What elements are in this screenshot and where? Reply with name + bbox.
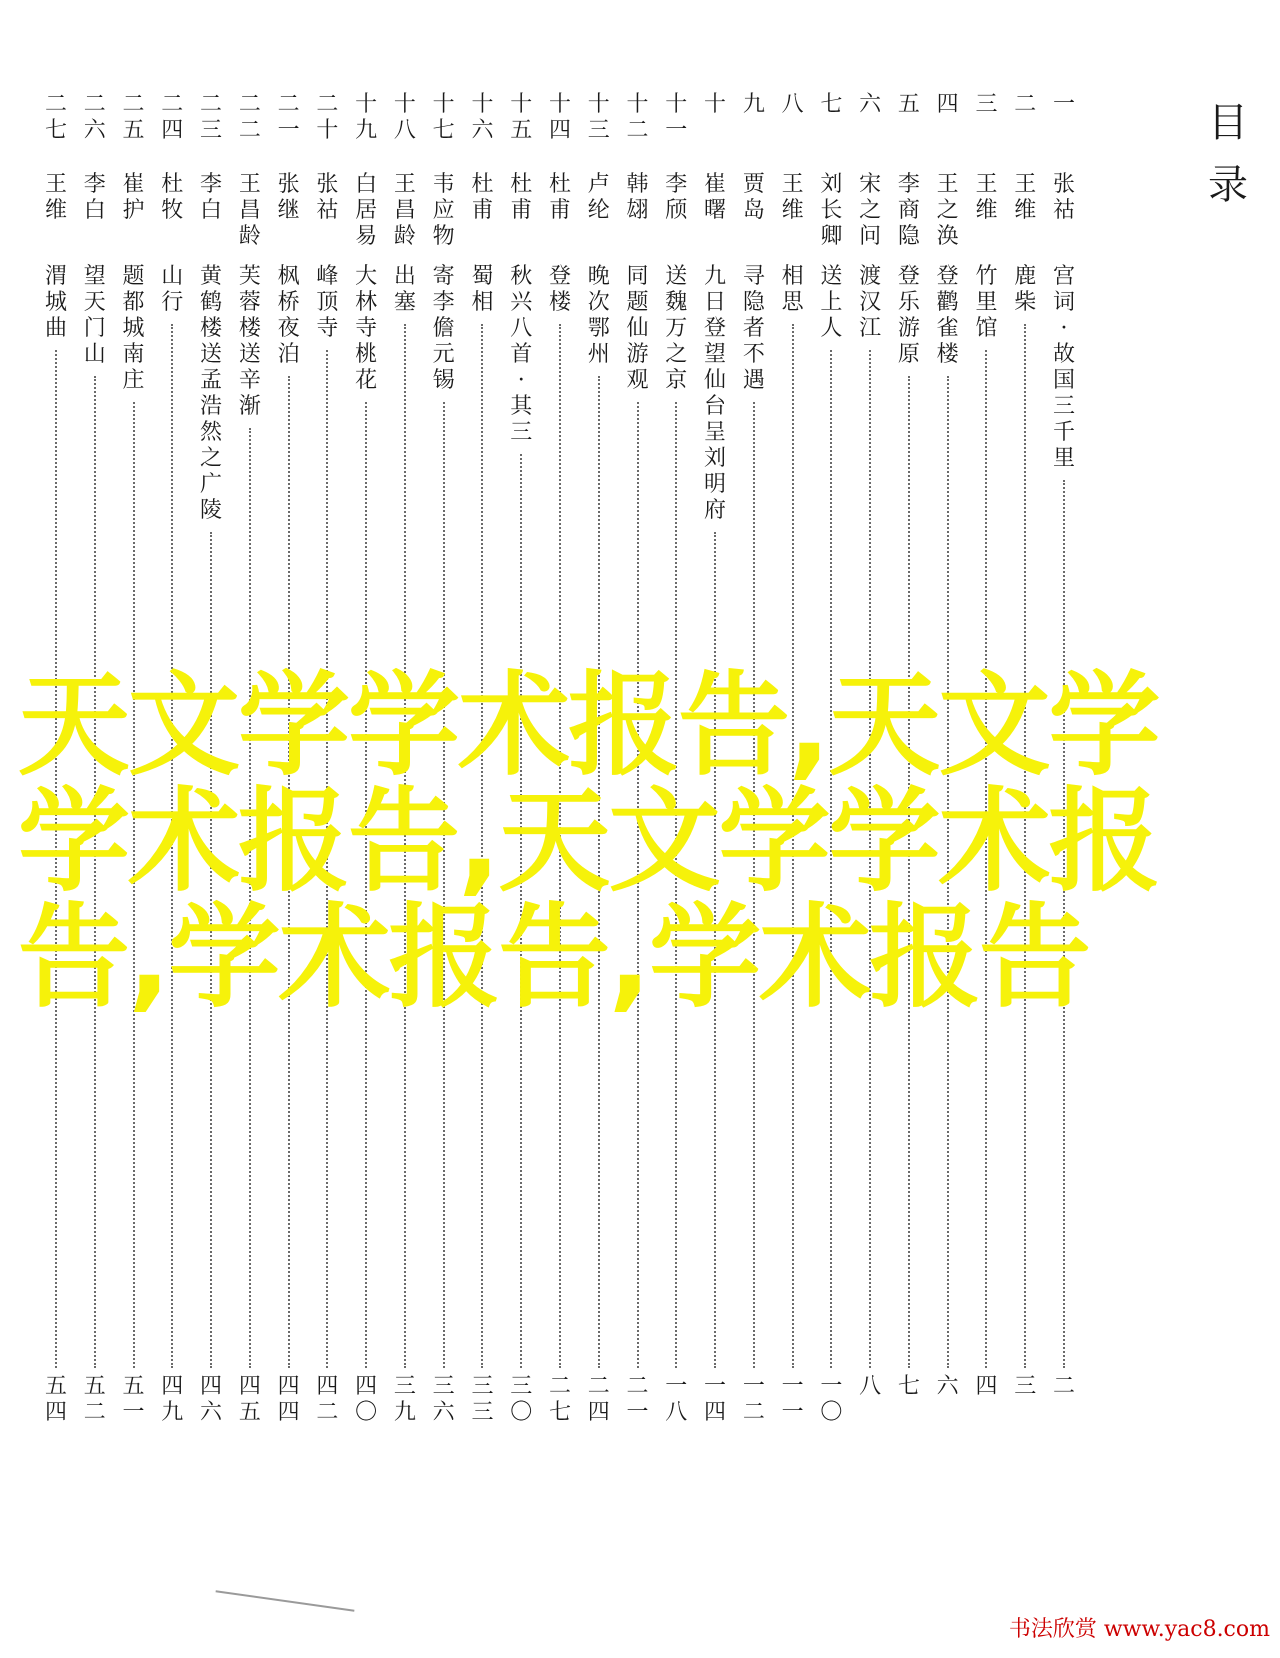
entry-page-number: 六: [936, 1374, 959, 1399]
toc-entry[interactable]: [621, 92, 655, 1425]
entry-page-number: 四 四: [277, 1374, 300, 1425]
entry-page-number: 七: [897, 1374, 920, 1399]
entry-poem: 晚 次 鄂 州: [587, 264, 610, 367]
entry-author: 王 昌 龄: [393, 172, 416, 249]
title-char: 目: [1208, 100, 1248, 146]
entry-poem: 大 林 寺 桃 花: [355, 264, 378, 393]
entry-author: 王 维: [975, 172, 998, 223]
toc-entry[interactable]: [465, 92, 499, 1425]
entry-author: 杜 甫: [548, 172, 571, 223]
entry-poem: 山 行: [161, 264, 184, 315]
entry-poem: 同 题 仙 游 观: [626, 264, 649, 393]
toc-entry[interactable]: [698, 92, 732, 1425]
toc-entry[interactable]: [582, 92, 616, 1425]
toc-entry[interactable]: [194, 92, 228, 1425]
entry-author: 刘 长 卿: [820, 172, 843, 249]
entry-page-number: 一 一: [781, 1374, 804, 1425]
toc-entry[interactable]: [388, 92, 422, 1425]
entry-poem: 登 楼: [548, 264, 571, 315]
entry-author: 张 祜: [316, 172, 339, 223]
entry-author: 李 商 隐: [897, 172, 920, 249]
entry-author: 韩 翃: [626, 172, 649, 223]
entry-author: 白 居 易: [355, 172, 378, 249]
entry-poem: 登 鹳 雀 楼: [936, 264, 959, 367]
entry-author: 韦 应 物: [432, 172, 455, 249]
entry-poem: 峰 顶 寺: [316, 264, 339, 341]
entry-number: 九: [742, 92, 765, 117]
entry-page-number: 五 一: [122, 1374, 145, 1425]
entry-poem: 黄 鹤 楼 送 孟 浩 然 之 广 陵: [200, 264, 223, 523]
entry-page-number: 一 四: [704, 1374, 727, 1425]
entry-poem: 渡 汉 江: [859, 264, 882, 341]
entry-number: 十 四: [548, 92, 571, 143]
entry-author: 杜 牧: [161, 172, 184, 223]
entry-poem: 竹 里 馆: [975, 264, 998, 341]
toc-entry[interactable]: [853, 92, 887, 1399]
entry-page-number: 一 〇: [820, 1374, 843, 1425]
entry-author: 杜 甫: [471, 172, 494, 223]
entry-author: 张 继: [277, 172, 300, 223]
entry-page-number: 四 二: [316, 1374, 339, 1425]
toc-entry[interactable]: [39, 92, 73, 1425]
entry-author: 张 祜: [1052, 172, 1075, 223]
entry-author: 李 颀: [665, 172, 688, 223]
title-char: 录: [1208, 162, 1248, 208]
entry-poem: 望 天 门 山: [83, 264, 106, 367]
entry-author: 王 昌 龄: [238, 172, 261, 249]
toc-entry[interactable]: [776, 92, 810, 1425]
entry-poem: 题 都 城 南 庄: [122, 264, 145, 393]
entry-number: 十 九: [355, 92, 378, 143]
toc-entry[interactable]: [1008, 92, 1042, 1399]
entry-number: 八: [781, 92, 804, 117]
toc-title: [1204, 92, 1252, 216]
entry-author: 杜 甫: [510, 172, 533, 223]
entry-page-number: 四 九: [161, 1374, 184, 1425]
entry-page-number: 三: [1014, 1374, 1037, 1399]
toc-entry[interactable]: [814, 92, 848, 1425]
entry-number: 十: [704, 92, 727, 117]
entry-author: 崔 曙: [704, 172, 727, 223]
entry-poem: 芙 蓉 楼 送 辛 渐: [238, 264, 261, 419]
toc-entry[interactable]: [272, 92, 306, 1425]
entry-number: 十 一: [665, 92, 688, 143]
entry-number: 四: [936, 92, 959, 117]
entry-poem: 渭 城 曲: [44, 264, 67, 341]
entry-page-number: 二: [1052, 1374, 1075, 1399]
entry-page-number: 二 四: [587, 1374, 610, 1425]
entry-author: 崔 护: [122, 172, 145, 223]
entry-number: 十 七: [432, 92, 455, 143]
toc-entry[interactable]: [659, 92, 693, 1425]
entry-number: 十 六: [471, 92, 494, 143]
toc-entry[interactable]: [155, 92, 189, 1425]
toc-entry[interactable]: [117, 92, 151, 1425]
entry-number: 五: [897, 92, 920, 117]
entry-page-number: 八: [859, 1374, 882, 1399]
entry-author: 王 维: [1014, 172, 1037, 223]
entry-author: 王 维: [781, 172, 804, 223]
toc-entry[interactable]: [892, 92, 926, 1399]
entry-poem: 宫 词 · 故 国 三 千 里: [1052, 264, 1075, 471]
entry-poem: 登 乐 游 原: [897, 264, 920, 367]
entry-author: 贾 岛: [742, 172, 765, 223]
entry-page-number: 一 二: [742, 1374, 765, 1425]
entry-number: 二 十: [316, 92, 339, 143]
entry-author: 卢 纶: [587, 172, 610, 223]
entry-number: 二 五: [122, 92, 145, 143]
entry-poem: 相 思: [781, 264, 804, 315]
entry-number: 七: [820, 92, 843, 117]
entry-poem: 枫 桥 夜 泊: [277, 264, 300, 367]
entry-poem: 送 魏 万 之 京: [665, 264, 688, 393]
entry-page-number: 二 一: [626, 1374, 649, 1425]
toc-entry[interactable]: [233, 92, 267, 1425]
entry-number: 十 八: [393, 92, 416, 143]
watermark-overlay-text: 天文学学术报告,天文学学术报告,天文学学术报告,学术报告,学术报告: [18, 661, 1159, 1023]
entry-page-number: 三 九: [393, 1374, 416, 1425]
entry-poem: 蜀 相: [471, 264, 494, 315]
entry-poem: 出 塞: [393, 264, 416, 315]
entry-page-number: 四: [975, 1374, 998, 1399]
footer-url[interactable]: www.yac8.com: [1103, 1617, 1270, 1642]
entry-poem: 寻 隐 者 不 遇: [742, 264, 765, 393]
entry-number: 二 一: [277, 92, 300, 143]
entry-page-number: 五 四: [44, 1374, 67, 1425]
entry-poem: 秋 兴 八 首 · 其 三: [510, 264, 533, 445]
entry-number: 十 三: [587, 92, 610, 143]
entry-poem: 寄 李 儋 元 锡: [432, 264, 455, 393]
site-footer: [940, 1612, 1270, 1643]
entry-number: 二 四: [161, 92, 184, 143]
toc-entry[interactable]: [78, 92, 112, 1425]
scan-smudge: [216, 1590, 355, 1611]
entry-page-number: 三 三: [471, 1374, 494, 1425]
entry-number: 二 六: [83, 92, 106, 143]
toc-entry[interactable]: [310, 92, 344, 1425]
entry-number: 二 三: [200, 92, 223, 143]
entry-page-number: 四 六: [200, 1374, 223, 1425]
entry-page-number: 一 八: [665, 1374, 688, 1425]
entry-page-number: 三 〇: [510, 1374, 533, 1425]
entry-page-number: 三 六: [432, 1374, 455, 1425]
entry-poem: 鹿 柴: [1014, 264, 1037, 315]
entry-number: 二: [1014, 92, 1037, 117]
entry-number: 三: [975, 92, 998, 117]
entry-author: 李 白: [83, 172, 106, 223]
entry-page-number: 二 七: [548, 1374, 571, 1425]
entry-author: 李 白: [200, 172, 223, 223]
toc-entry[interactable]: [349, 92, 383, 1425]
entry-number: 十 二: [626, 92, 649, 143]
toc-entry[interactable]: [969, 92, 1003, 1399]
entry-author: 宋 之 问: [859, 172, 882, 249]
entry-poem: 九 日 登 望 仙 台 呈 刘 明 府: [704, 264, 727, 523]
entry-number: 十 五: [510, 92, 533, 143]
entry-number: 二 七: [44, 92, 67, 143]
toc-entry[interactable]: [427, 92, 461, 1425]
toc-entry[interactable]: [504, 92, 538, 1425]
entry-number: 六: [859, 92, 882, 117]
entry-number: 一: [1052, 92, 1075, 117]
entry-page-number: 四 〇: [355, 1374, 378, 1425]
entry-author: 王 维: [44, 172, 67, 223]
toc-entry[interactable]: [737, 92, 771, 1425]
footer-site-name: 书法欣赏: [1008, 1617, 1097, 1642]
entry-page-number: 五 二: [83, 1374, 106, 1425]
toc-entry[interactable]: [1047, 92, 1081, 1399]
entry-poem: 送 上 人: [820, 264, 843, 341]
toc-entry[interactable]: [931, 92, 965, 1399]
entry-author: 王 之 涣: [936, 172, 959, 249]
toc-entry[interactable]: [543, 92, 577, 1425]
entry-number: 二 二: [238, 92, 261, 143]
entry-page-number: 四 五: [238, 1374, 261, 1425]
